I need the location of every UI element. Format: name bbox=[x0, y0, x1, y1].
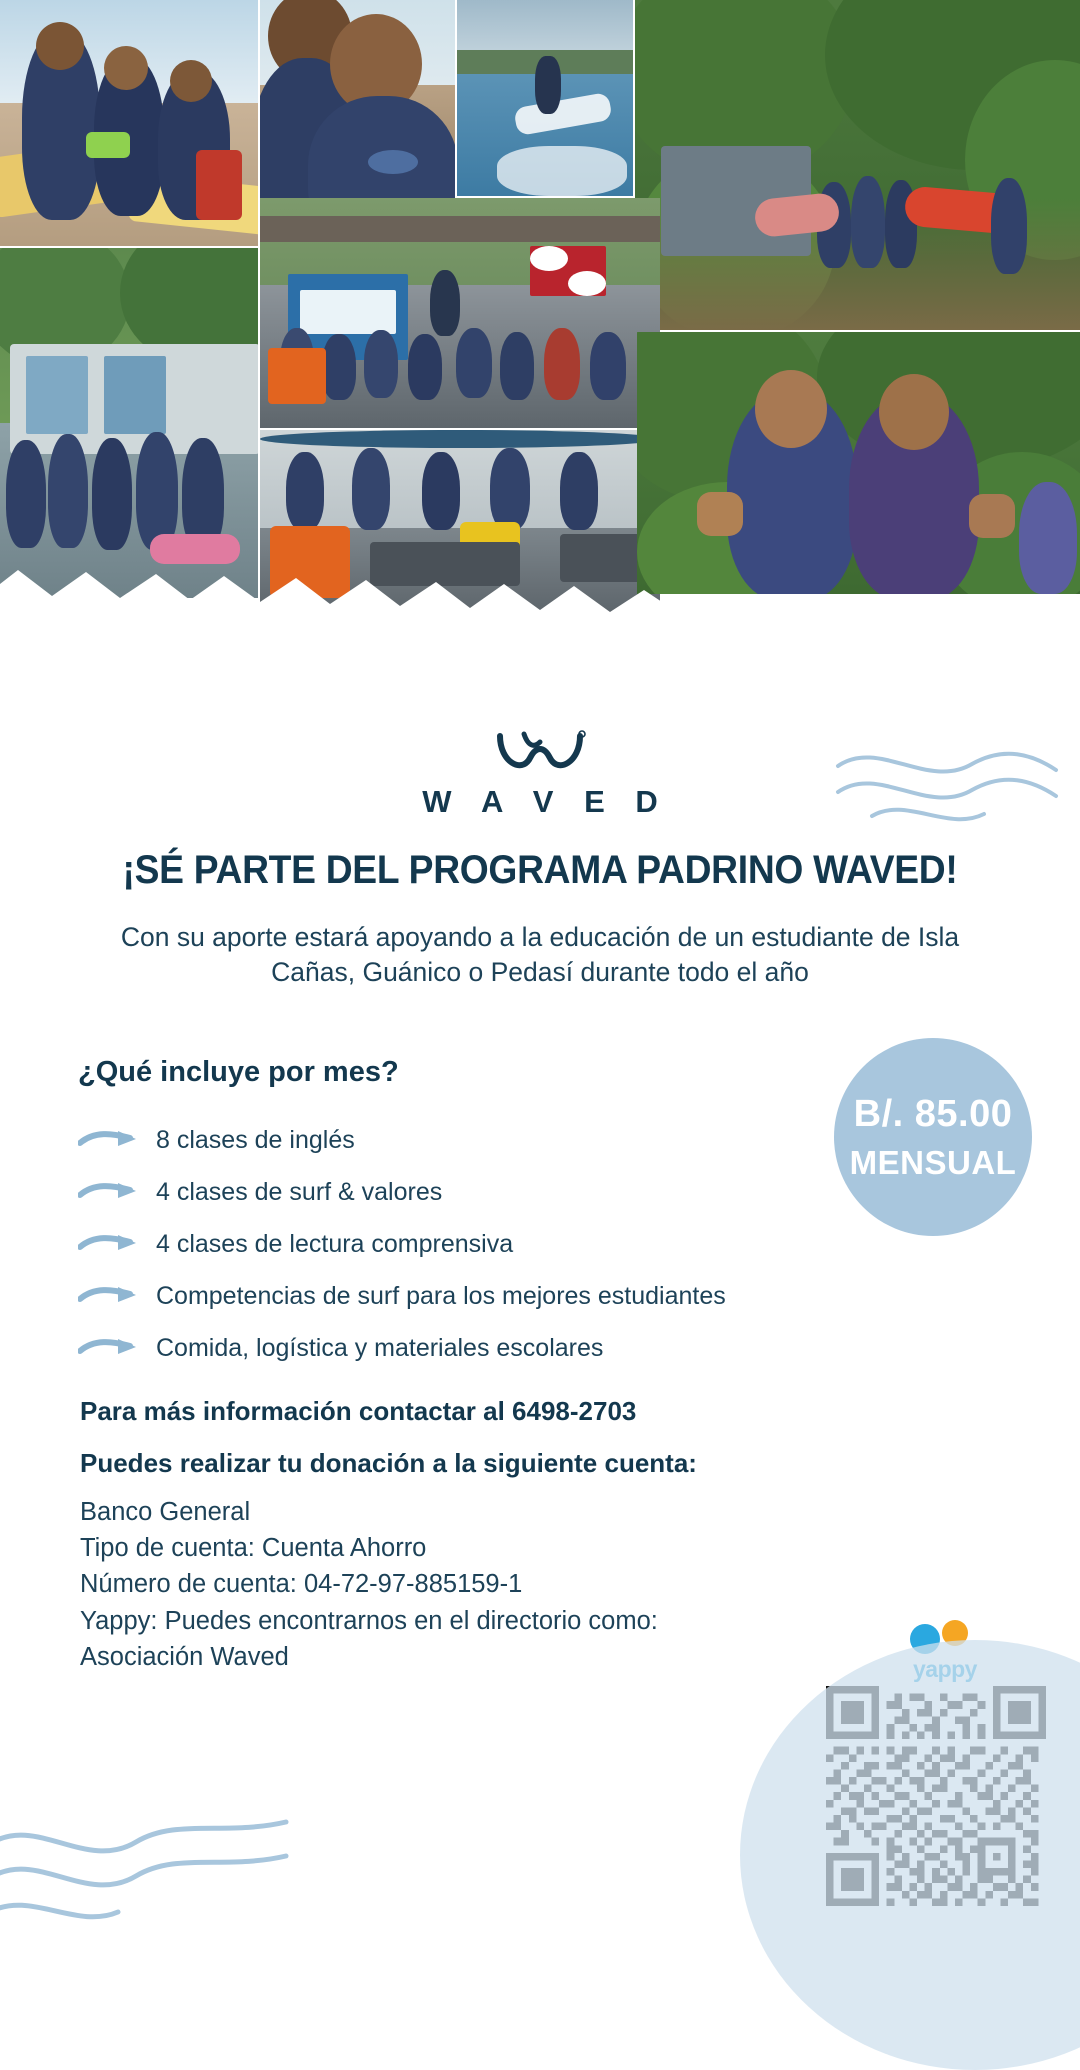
photo-classroom-presentation bbox=[260, 198, 660, 428]
photo-surfer-riding-wave bbox=[457, 0, 633, 196]
donation-bank: Banco General bbox=[80, 1498, 251, 1526]
donation-account-number: Número de cuenta: 04-72-97-885159-1 bbox=[80, 1570, 523, 1599]
donation-yappy-line-1: Yappy: Puedes encontrarnos en el directorio como: bbox=[80, 1606, 658, 1635]
donation-account-type: Tipo de cuenta: Cuenta Ahorro bbox=[80, 1534, 427, 1563]
wave-decoration-bottom-left bbox=[0, 1808, 290, 1928]
donation-title: Puedes realizar tu donación a la siguiente cuenta: bbox=[80, 1448, 697, 1478]
price-badge bbox=[834, 1038, 1032, 1236]
list-item-label: 4 clases de surf & valores bbox=[156, 1177, 443, 1206]
corner-blob-decoration bbox=[740, 1640, 1080, 2070]
arrow-icon bbox=[78, 1233, 150, 1255]
arrow-icon bbox=[78, 1285, 150, 1307]
donation-yappy-line-2: Asociación Waved bbox=[80, 1642, 289, 1671]
wave-decoration-top-right bbox=[832, 740, 1062, 830]
page-title: ¡SÉ PARTE DEL PROGRAMA PADRINO WAVED! bbox=[122, 848, 958, 892]
arrow-icon bbox=[78, 1129, 150, 1151]
price-period: MENSUAL bbox=[849, 1143, 1017, 1181]
includes-list bbox=[78, 1114, 878, 1374]
list-item bbox=[78, 1166, 878, 1218]
photo-kids-carrying-board-jungle bbox=[635, 0, 1080, 330]
photo-kids-beach-surfboards bbox=[0, 0, 258, 246]
torn-paper-edge bbox=[0, 526, 1080, 712]
arrow-icon bbox=[78, 1181, 150, 1203]
list-item-label: 8 clases de inglés bbox=[156, 1125, 355, 1154]
price-amount: B/. 85.00 bbox=[853, 1092, 1013, 1135]
brand-logo-text: W A V E D bbox=[422, 784, 669, 819]
list-item bbox=[78, 1114, 878, 1166]
list-item bbox=[78, 1218, 878, 1270]
donation-details bbox=[80, 1494, 820, 1675]
waved-w-logo-icon bbox=[494, 728, 586, 776]
list-item-label: 4 clases de lectura comprensiva bbox=[156, 1229, 514, 1258]
list-item bbox=[78, 1270, 878, 1322]
list-item-label: Comida, logística y materiales escolares bbox=[156, 1333, 604, 1362]
photo-collage bbox=[0, 0, 1080, 712]
contact-info: Para más información contactar al 6498-2703 bbox=[80, 1396, 637, 1426]
includes-title: ¿Qué incluye por mes? bbox=[78, 1056, 399, 1088]
list-item-label: Competencias de surf para los mejores estudiantes bbox=[156, 1281, 726, 1310]
list-item bbox=[78, 1322, 878, 1374]
page-subtitle: Con su aporte estará apoyando a la educación de un estudiante de Isla Cañas, Guánico o Pedasí durante todo el año bbox=[120, 922, 960, 988]
arrow-icon bbox=[78, 1337, 150, 1359]
